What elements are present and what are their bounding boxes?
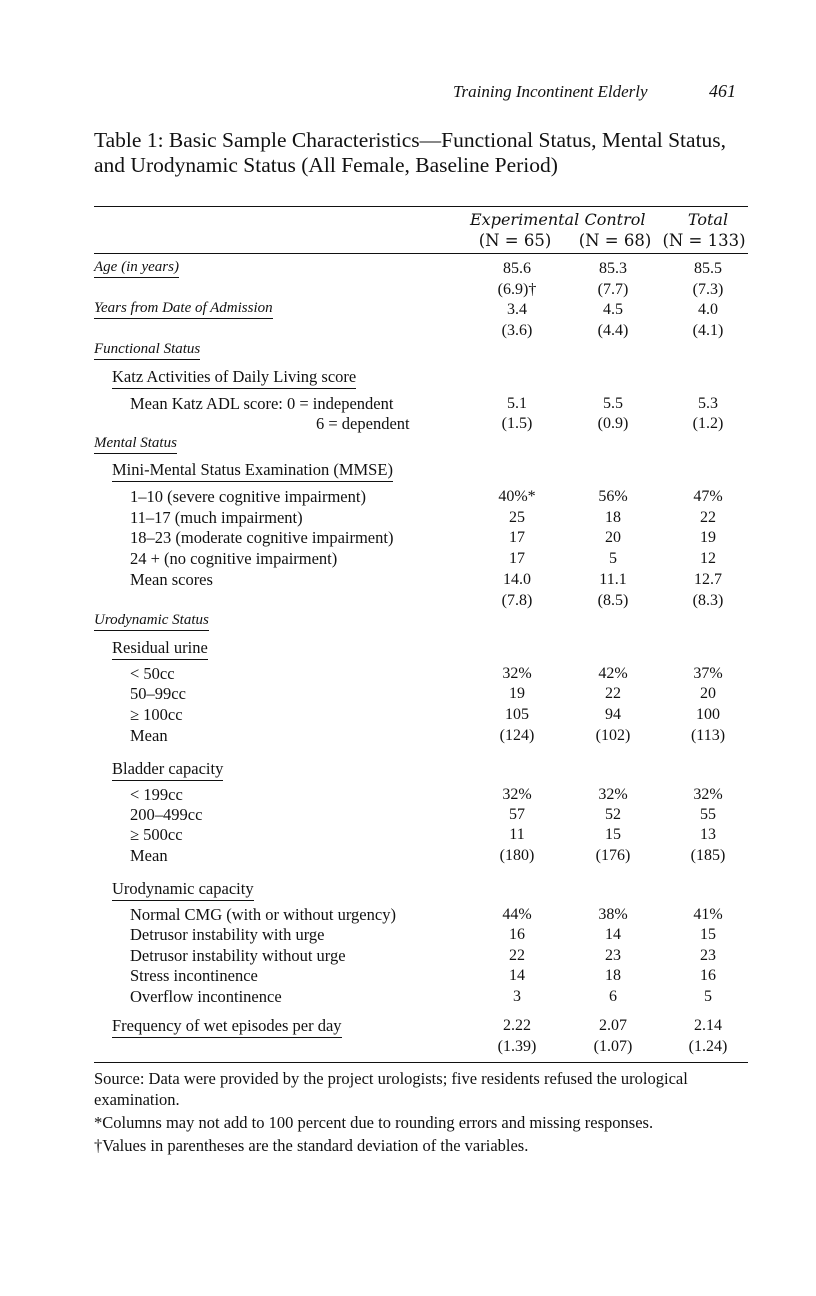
col-experimental-name: Experimental xyxy=(470,210,580,229)
table-cell: 14 xyxy=(605,926,621,943)
row-label: 1–10 (severe cognitive impairment) xyxy=(130,487,366,506)
table-cell: 6 xyxy=(609,988,617,1005)
table-cell: 94 xyxy=(605,706,621,723)
table-cell: 41% xyxy=(693,906,723,923)
table-cell: 25 xyxy=(509,509,525,526)
table-cell: 16 xyxy=(700,967,716,984)
footnote-source: Source: Data were provided by the project urologists; five residents refused the urological examination. xyxy=(94,1069,688,1109)
page-number: 461 xyxy=(709,81,736,101)
col-control-n: (N = 68) xyxy=(578,231,652,250)
table-cell: 32% xyxy=(598,786,628,803)
table-cell: 23 xyxy=(605,947,621,964)
table-cell: 22 xyxy=(509,947,525,964)
table-top-rule xyxy=(94,206,748,207)
col-control-name: Control xyxy=(584,210,646,229)
table-cell: 5.5 xyxy=(603,395,623,412)
table-cell: 4.5 xyxy=(603,301,623,318)
col-total-n: (N = 133) xyxy=(662,231,746,250)
row-label: Stress incontinence xyxy=(130,966,258,985)
table-cell: 15 xyxy=(700,926,716,943)
row-label: < 50cc xyxy=(130,664,175,683)
row-label: Bladder capacity xyxy=(112,759,223,781)
row-label: < 199cc xyxy=(130,785,183,804)
table-cell: 57 xyxy=(509,806,525,823)
table-cell: 32% xyxy=(693,786,723,803)
table-cell: 38% xyxy=(598,906,628,923)
table-cell: 15 xyxy=(605,826,621,843)
row-label: Urodynamic capacity xyxy=(112,879,254,901)
table-cell: 32% xyxy=(502,786,532,803)
row-label: ≥ 500cc xyxy=(130,825,183,844)
row-label: 11–17 (much impairment) xyxy=(130,508,303,527)
table-cell: 19 xyxy=(509,685,525,702)
table-cell: 56% xyxy=(598,488,628,505)
table-cell-sd: (1.07) xyxy=(593,1038,633,1055)
col-total-name: Total xyxy=(687,210,729,229)
table-cell: 11.1 xyxy=(599,571,627,588)
row-label: Mean Katz ADL score: 0 = independent xyxy=(130,394,394,413)
row-label: Mini-Mental Status Examination (MMSE) xyxy=(112,460,393,482)
row-label: Mean scores xyxy=(130,570,213,589)
table-cell: 17 xyxy=(509,550,525,567)
row-label: Detrusor instability without urge xyxy=(130,946,346,965)
table-cell: 32% xyxy=(502,665,532,682)
table-cell-sd: (6.9)† xyxy=(497,281,537,298)
row-label: Normal CMG (with or without urgency) xyxy=(130,905,396,924)
table-cell: (180) xyxy=(499,847,535,864)
table-cell: 13 xyxy=(700,826,716,843)
table-cell: 22 xyxy=(605,685,621,702)
table-bottom-rule xyxy=(94,1062,748,1063)
row-label: Katz Activities of Daily Living score xyxy=(112,367,356,389)
table-cell-sd: (8.3) xyxy=(692,592,724,609)
table-cell: 4.0 xyxy=(698,301,718,318)
table-cell: 52 xyxy=(605,806,621,823)
table-cell: 5.3 xyxy=(698,395,718,412)
row-label: 18–23 (moderate cognitive impairment) xyxy=(130,528,394,547)
table-cell-sd: (1.39) xyxy=(497,1038,537,1055)
row-label: 6 = dependent xyxy=(316,414,410,433)
row-label: 50–99cc xyxy=(130,684,186,703)
table-cell-sd: (8.5) xyxy=(597,592,629,609)
table-cell: 5 xyxy=(609,550,617,567)
table-cell: 5 xyxy=(704,988,712,1005)
table-cell-sd: (1.24) xyxy=(688,1038,728,1055)
table-cell: 14.0 xyxy=(503,571,531,588)
row-label: Detrusor instability with urge xyxy=(130,925,325,944)
table-cell: (0.9) xyxy=(597,415,629,432)
row-label: Urodynamic Status xyxy=(94,612,209,631)
table-cell: 12 xyxy=(700,550,716,567)
table-cell: (102) xyxy=(595,727,631,744)
table-cell: 3.4 xyxy=(507,301,527,318)
table-cell: 42% xyxy=(598,665,628,682)
table-cell: 2.22 xyxy=(503,1017,531,1034)
row-label: Overflow incontinence xyxy=(130,987,282,1006)
table-cell: (1.5) xyxy=(501,415,533,432)
table-title: Table 1: Basic Sample Characteristics—Functional Status, Mental Status, and Urodynamic Status (All Female, Baseline Period) xyxy=(94,128,727,177)
table-cell: 11 xyxy=(509,826,525,843)
table-cell: (176) xyxy=(595,847,631,864)
row-label: Residual urine xyxy=(112,638,208,660)
header-bottom-rule xyxy=(94,253,748,254)
table-cell: 16 xyxy=(509,926,525,943)
table-cell: (185) xyxy=(690,847,726,864)
table-cell: 85.5 xyxy=(694,260,722,277)
table-cell: 105 xyxy=(505,706,529,723)
row-label: Mental Status xyxy=(94,435,177,454)
table-cell: 100 xyxy=(696,706,720,723)
table-cell: 20 xyxy=(605,529,621,546)
table-cell: 18 xyxy=(605,509,621,526)
table-cell: (124) xyxy=(499,727,535,744)
row-label: 24 + (no cognitive impairment) xyxy=(130,549,338,568)
footnote-rounding: *Columns may not add to 100 percent due to rounding errors and missing responses. xyxy=(94,1113,654,1132)
row-label: 200–499cc xyxy=(130,805,203,824)
row-label: Frequency of wet episodes per day xyxy=(112,1016,342,1038)
row-label: Mean xyxy=(130,846,168,865)
col-experimental-n: (N = 65) xyxy=(478,231,552,250)
table-cell: (113) xyxy=(690,727,726,744)
table-cell: 85.6 xyxy=(503,260,531,277)
table-cell: 20 xyxy=(700,685,716,702)
table-cell: 14 xyxy=(509,967,525,984)
row-label: Mean xyxy=(130,726,168,745)
table-cell: (1.2) xyxy=(692,415,724,432)
table-cell: 23 xyxy=(700,947,716,964)
table-cell: 19 xyxy=(700,529,716,546)
table-cell-sd: (7.3) xyxy=(692,281,724,298)
row-label: ≥ 100cc xyxy=(130,705,183,724)
table-cell: 55 xyxy=(700,806,716,823)
table-cell-sd: (4.4) xyxy=(597,322,629,339)
footnote-sd: †Values in parentheses are the standard deviation of the variables. xyxy=(94,1136,529,1155)
table-cell-sd: (4.1) xyxy=(692,322,724,339)
table-cell: 3 xyxy=(513,988,521,1005)
table-cell: 5.1 xyxy=(507,395,527,412)
table-cell: 12.7 xyxy=(694,571,722,588)
table-cell: 2.07 xyxy=(599,1017,627,1034)
table-cell: 18 xyxy=(605,967,621,984)
table-cell: 40%* xyxy=(498,488,536,505)
row-label: Functional Status xyxy=(94,341,200,360)
table-cell: 22 xyxy=(700,509,716,526)
table-cell: 2.14 xyxy=(694,1017,722,1034)
table-cell-sd: (7.8) xyxy=(501,592,533,609)
table-cell: 47% xyxy=(693,488,723,505)
row-label: Years from Date of Admission xyxy=(94,300,273,319)
table-cell: 85.3 xyxy=(599,260,627,277)
table-cell: 17 xyxy=(509,529,525,546)
table-cell-sd: (7.7) xyxy=(597,281,629,298)
row-label: Age (in years) xyxy=(94,259,179,278)
table-cell: 37% xyxy=(693,665,723,682)
table-cell-sd: (3.6) xyxy=(501,322,533,339)
table-cell: 44% xyxy=(502,906,532,923)
running-title: Training Incontinent Elderly xyxy=(453,82,648,101)
